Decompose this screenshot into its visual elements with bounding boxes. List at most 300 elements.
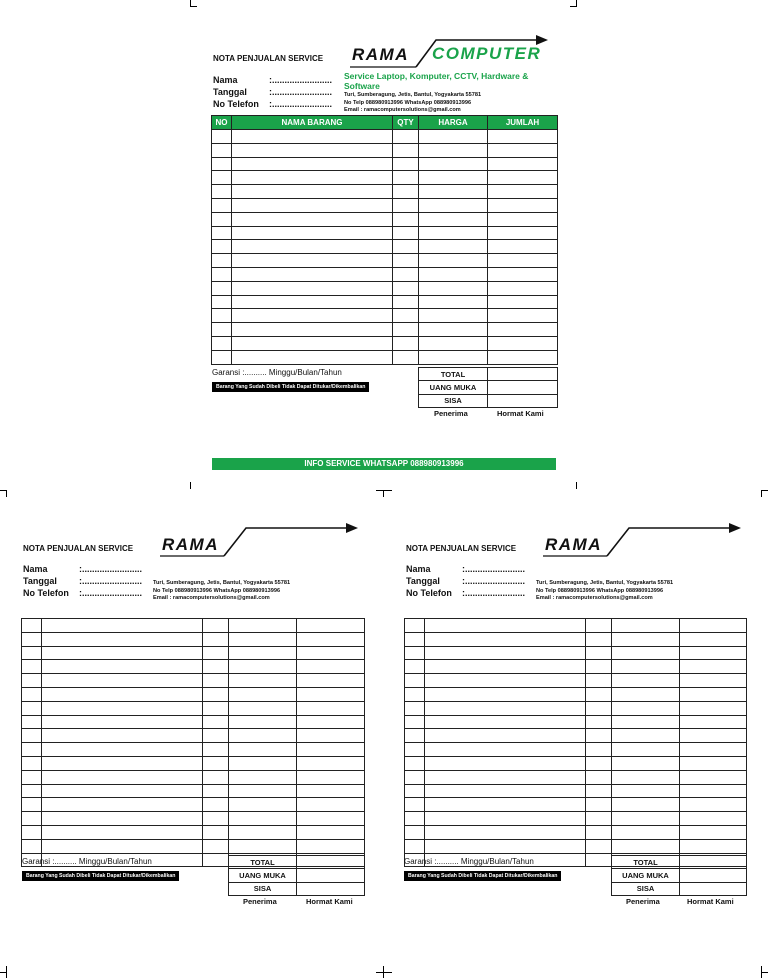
table-cell[interactable] (612, 646, 680, 660)
table-cell[interactable] (425, 798, 586, 812)
table-cell[interactable] (680, 798, 747, 812)
table-cell[interactable] (229, 729, 297, 743)
table-cell[interactable] (405, 798, 425, 812)
table-cell[interactable] (586, 770, 612, 784)
table-cell[interactable] (203, 619, 229, 633)
table-cell[interactable] (232, 267, 393, 281)
table-cell[interactable] (488, 281, 558, 295)
table-cell[interactable] (393, 226, 419, 240)
table-cell[interactable] (612, 756, 680, 770)
table-cell[interactable] (393, 281, 419, 295)
table-cell[interactable] (586, 632, 612, 646)
table-cell[interactable] (405, 756, 425, 770)
items-table (404, 618, 747, 867)
uang-muka-row (612, 869, 747, 882)
table-cell[interactable] (393, 185, 419, 199)
crop-mark (376, 490, 392, 491)
table-cell[interactable] (22, 770, 42, 784)
table-cell[interactable] (22, 660, 42, 674)
table-cell[interactable] (680, 756, 747, 770)
table-cell[interactable] (393, 130, 419, 144)
table-cell[interactable] (297, 632, 365, 646)
table-cell[interactable] (393, 143, 419, 157)
table-cell[interactable] (393, 171, 419, 185)
table-cell[interactable] (425, 770, 586, 784)
table-cell[interactable] (232, 143, 393, 157)
nama-blank: :........................ (462, 564, 526, 574)
table-cell[interactable] (425, 812, 586, 826)
table-cell[interactable] (42, 729, 203, 743)
table-cell[interactable] (42, 701, 203, 715)
crop-mark (761, 490, 762, 497)
table-cell[interactable] (586, 701, 612, 715)
table-cell[interactable] (22, 743, 42, 757)
table-cell[interactable] (229, 687, 297, 701)
table-cell[interactable] (488, 323, 558, 337)
table-cell[interactable] (393, 157, 419, 171)
table-row (405, 674, 747, 688)
table-cell[interactable] (488, 212, 558, 226)
table-cell[interactable] (586, 839, 612, 853)
table-row (405, 770, 747, 784)
table-cell[interactable] (488, 254, 558, 268)
table-cell[interactable] (212, 350, 232, 364)
table-cell[interactable] (612, 632, 680, 646)
table-cell[interactable] (203, 784, 229, 798)
table-cell[interactable] (425, 687, 586, 701)
table-cell[interactable] (488, 226, 558, 240)
table-row (212, 212, 558, 226)
table-cell[interactable] (405, 715, 425, 729)
table-cell[interactable] (22, 715, 42, 729)
table-cell[interactable] (297, 743, 365, 757)
table-cell[interactable] (229, 798, 297, 812)
table-cell[interactable] (203, 853, 229, 867)
table-row (405, 729, 747, 743)
table-cell[interactable] (232, 185, 393, 199)
table-cell[interactable] (393, 295, 419, 309)
table-cell[interactable] (419, 336, 488, 350)
sisa-value (297, 882, 365, 895)
table-cell[interactable] (232, 240, 393, 254)
table-cell[interactable] (297, 756, 365, 770)
table-cell[interactable] (42, 756, 203, 770)
table-cell[interactable] (203, 729, 229, 743)
table-cell[interactable] (680, 729, 747, 743)
table-cell[interactable] (212, 295, 232, 309)
table-cell[interactable] (405, 743, 425, 757)
table-cell[interactable] (42, 715, 203, 729)
table-cell[interactable] (22, 825, 42, 839)
table-cell[interactable] (488, 336, 558, 350)
table-cell[interactable] (586, 743, 612, 757)
table-cell[interactable] (297, 701, 365, 715)
table-cell[interactable] (212, 157, 232, 171)
table-cell[interactable] (297, 646, 365, 660)
table-cell[interactable] (488, 295, 558, 309)
table-cell[interactable] (425, 729, 586, 743)
table-cell[interactable] (425, 825, 586, 839)
table-cell[interactable] (42, 660, 203, 674)
table-cell[interactable] (42, 839, 203, 853)
table-cell[interactable] (393, 323, 419, 337)
table-cell[interactable] (680, 646, 747, 660)
table-cell[interactable] (680, 715, 747, 729)
table-cell[interactable] (612, 660, 680, 674)
table-row (22, 701, 365, 715)
table-cell[interactable] (203, 812, 229, 826)
table-row (405, 798, 747, 812)
table-cell[interactable] (232, 198, 393, 212)
table-cell[interactable] (488, 350, 558, 364)
table-cell[interactable] (232, 295, 393, 309)
table-cell[interactable] (419, 254, 488, 268)
brand-address-block (153, 580, 290, 603)
table-cell[interactable] (488, 157, 558, 171)
table-cell[interactable] (229, 756, 297, 770)
table-cell[interactable] (212, 130, 232, 144)
table-row (22, 770, 365, 784)
table-cell[interactable] (232, 212, 393, 226)
table-cell[interactable] (42, 619, 203, 633)
table-cell[interactable] (393, 198, 419, 212)
table-cell[interactable] (586, 729, 612, 743)
table-cell[interactable] (419, 226, 488, 240)
table-cell[interactable] (22, 619, 42, 633)
sisa-row (229, 882, 365, 895)
table-cell[interactable] (586, 687, 612, 701)
table-cell[interactable] (393, 212, 419, 226)
table-cell[interactable] (203, 839, 229, 853)
table-cell[interactable] (405, 687, 425, 701)
tanggal-label: Tanggal (213, 87, 247, 97)
table-cell[interactable] (212, 309, 232, 323)
table-cell[interactable] (425, 756, 586, 770)
table-cell[interactable] (612, 784, 680, 798)
table-cell[interactable] (203, 660, 229, 674)
table-cell[interactable] (586, 660, 612, 674)
table-cell[interactable] (232, 130, 393, 144)
table-cell[interactable] (203, 756, 229, 770)
table-cell[interactable] (22, 756, 42, 770)
table-cell[interactable] (612, 701, 680, 715)
table-cell[interactable] (212, 198, 232, 212)
table-cell[interactable] (232, 323, 393, 337)
table-cell[interactable] (419, 143, 488, 157)
table-cell[interactable] (42, 825, 203, 839)
table-cell[interactable] (488, 185, 558, 199)
table-cell[interactable] (488, 171, 558, 185)
table-cell[interactable] (405, 839, 425, 853)
table-cell[interactable] (612, 825, 680, 839)
table-cell[interactable] (586, 646, 612, 660)
table-cell[interactable] (612, 687, 680, 701)
table-cell[interactable] (405, 770, 425, 784)
telefon-label: No Telefon (23, 588, 69, 598)
table-cell[interactable] (297, 784, 365, 798)
table-cell[interactable] (212, 171, 232, 185)
table-cell[interactable] (680, 674, 747, 688)
table-cell[interactable] (297, 798, 365, 812)
table-cell[interactable] (419, 212, 488, 226)
table-cell[interactable] (212, 185, 232, 199)
table-cell[interactable] (612, 839, 680, 853)
table-cell[interactable] (212, 254, 232, 268)
table-cell[interactable] (229, 825, 297, 839)
table-cell[interactable] (612, 798, 680, 812)
crop-mark (376, 972, 392, 973)
table-cell[interactable] (232, 309, 393, 323)
table-cell[interactable] (425, 674, 586, 688)
invoice-bottom-right (383, 500, 767, 970)
table-cell[interactable] (212, 143, 232, 157)
table-cell[interactable] (229, 812, 297, 826)
table-cell[interactable] (232, 281, 393, 295)
phone-line: No Telp 088980913996 WhatsApp 088980913996 (536, 587, 664, 594)
table-cell[interactable] (612, 743, 680, 757)
table-cell[interactable] (203, 770, 229, 784)
table-cell[interactable] (297, 839, 365, 853)
table-row (405, 743, 747, 757)
table-cell[interactable] (22, 701, 42, 715)
nama-label: Nama (23, 564, 48, 574)
table-cell[interactable] (393, 350, 419, 364)
table-cell[interactable] (680, 687, 747, 701)
table-cell[interactable] (22, 839, 42, 853)
table-cell[interactable] (42, 798, 203, 812)
table-cell[interactable] (42, 674, 203, 688)
table-cell[interactable] (612, 729, 680, 743)
table-cell[interactable] (586, 619, 612, 633)
table-cell[interactable] (425, 743, 586, 757)
table-cell[interactable] (229, 770, 297, 784)
table-cell[interactable] (425, 715, 586, 729)
table-cell[interactable] (419, 295, 488, 309)
table-cell[interactable] (612, 674, 680, 688)
table-cell[interactable] (229, 784, 297, 798)
table-row (405, 646, 747, 660)
table-cell[interactable] (419, 240, 488, 254)
note-title: NOTA PENJUALAN SERVICE (23, 544, 134, 553)
table-cell[interactable] (425, 660, 586, 674)
table-cell[interactable] (297, 770, 365, 784)
table-cell[interactable] (42, 812, 203, 826)
table-cell[interactable] (419, 309, 488, 323)
table-cell[interactable] (229, 660, 297, 674)
table-cell[interactable] (232, 226, 393, 240)
table-cell[interactable] (405, 632, 425, 646)
table-cell[interactable] (586, 674, 612, 688)
table-cell[interactable] (425, 632, 586, 646)
table-cell[interactable] (680, 632, 747, 646)
table-cell[interactable] (232, 171, 393, 185)
email-line: Email : ramacomputersolutions@gmail.com (344, 107, 461, 113)
table-cell[interactable] (680, 839, 747, 853)
table-cell[interactable] (393, 240, 419, 254)
table-cell[interactable] (229, 646, 297, 660)
table-cell[interactable] (586, 784, 612, 798)
table-cell[interactable] (42, 632, 203, 646)
table-cell[interactable] (425, 701, 586, 715)
table-cell[interactable] (229, 839, 297, 853)
table-cell[interactable] (488, 143, 558, 157)
sisa-value (680, 882, 747, 895)
table-cell[interactable] (680, 743, 747, 757)
table-cell[interactable] (22, 674, 42, 688)
table-cell[interactable] (419, 130, 488, 144)
table-cell[interactable] (212, 212, 232, 226)
table-cell[interactable] (425, 646, 586, 660)
table-cell[interactable] (297, 729, 365, 743)
table-cell[interactable] (229, 743, 297, 757)
table-cell[interactable] (405, 729, 425, 743)
table-cell[interactable] (22, 646, 42, 660)
table-cell[interactable] (297, 825, 365, 839)
table-row (22, 715, 365, 729)
table-cell[interactable] (488, 130, 558, 144)
table-cell[interactable] (297, 660, 365, 674)
table-cell[interactable] (22, 632, 42, 646)
table-cell[interactable] (586, 798, 612, 812)
email-line: Email : ramacomputersolutions@gmail.com (153, 595, 270, 601)
table-cell[interactable] (405, 784, 425, 798)
table-cell[interactable] (419, 350, 488, 364)
table-cell[interactable] (297, 619, 365, 633)
table-cell[interactable] (22, 729, 42, 743)
table-cell[interactable] (612, 715, 680, 729)
table-cell[interactable] (425, 784, 586, 798)
table-cell[interactable] (42, 646, 203, 660)
table-cell[interactable] (680, 660, 747, 674)
table-cell[interactable] (405, 825, 425, 839)
table-cell[interactable] (42, 687, 203, 701)
table-cell[interactable] (488, 240, 558, 254)
table-cell[interactable] (22, 798, 42, 812)
table-cell[interactable] (419, 198, 488, 212)
table-cell[interactable] (393, 309, 419, 323)
sisa-value (488, 394, 558, 407)
table-cell[interactable] (22, 687, 42, 701)
brand-logo (543, 522, 743, 558)
table-cell[interactable] (203, 715, 229, 729)
table-cell[interactable] (22, 784, 42, 798)
table-cell[interactable] (22, 812, 42, 826)
table-cell[interactable] (229, 701, 297, 715)
table-cell[interactable] (232, 157, 393, 171)
table-cell[interactable] (229, 632, 297, 646)
table-cell[interactable] (212, 267, 232, 281)
table-cell[interactable] (212, 240, 232, 254)
table-cell[interactable] (586, 812, 612, 826)
table-cell[interactable] (203, 632, 229, 646)
table-cell[interactable] (42, 770, 203, 784)
table-cell[interactable] (229, 619, 297, 633)
table-cell[interactable] (203, 646, 229, 660)
table-cell[interactable] (419, 323, 488, 337)
invoice-bottom-left (0, 500, 384, 970)
table-cell[interactable] (405, 701, 425, 715)
table-cell[interactable] (612, 812, 680, 826)
table-cell[interactable] (680, 784, 747, 798)
warning-banner: Barang Yang Sudah Dibeli Tidak Dapat Ditukar/Dikembalikan (404, 871, 561, 881)
table-cell[interactable] (229, 674, 297, 688)
table-cell[interactable] (297, 812, 365, 826)
table-cell[interactable] (203, 798, 229, 812)
brand-logo (160, 522, 360, 558)
table-cell[interactable] (232, 254, 393, 268)
table-cell[interactable] (212, 323, 232, 337)
table-cell[interactable] (586, 825, 612, 839)
table-cell[interactable] (42, 743, 203, 757)
table-cell[interactable] (297, 687, 365, 701)
table-cell[interactable] (680, 619, 747, 633)
table-cell[interactable] (203, 743, 229, 757)
table-cell[interactable] (405, 619, 425, 633)
table-header-row (212, 116, 558, 130)
table-cell[interactable] (680, 701, 747, 715)
tanggal-blank: :........................ (462, 576, 526, 586)
table-cell[interactable] (425, 619, 586, 633)
table-row (22, 619, 365, 633)
table-cell[interactable] (419, 267, 488, 281)
table-cell[interactable] (488, 267, 558, 281)
table-cell[interactable] (405, 660, 425, 674)
table-cell[interactable] (612, 619, 680, 633)
table-cell[interactable] (297, 715, 365, 729)
table-cell[interactable] (203, 825, 229, 839)
table-cell[interactable] (586, 756, 612, 770)
garansi-line: Garansi :.......... Minggu/Bulan/Tahun (404, 857, 534, 866)
table-cell[interactable] (203, 687, 229, 701)
totals-table (418, 367, 558, 408)
table-cell[interactable] (42, 784, 203, 798)
table-cell[interactable] (393, 254, 419, 268)
table-cell[interactable] (488, 309, 558, 323)
table-cell[interactable] (232, 350, 393, 364)
table-cell[interactable] (212, 226, 232, 240)
table-cell[interactable] (488, 198, 558, 212)
table-cell[interactable] (203, 674, 229, 688)
table-cell[interactable] (419, 157, 488, 171)
table-cell[interactable] (229, 715, 297, 729)
table-cell[interactable] (232, 336, 393, 350)
table-cell[interactable] (680, 812, 747, 826)
table-cell[interactable] (419, 171, 488, 185)
table-cell[interactable] (393, 267, 419, 281)
table-row (22, 660, 365, 674)
table-cell[interactable] (393, 336, 419, 350)
uang-muka-value (488, 381, 558, 394)
table-cell[interactable] (680, 825, 747, 839)
table-cell[interactable] (405, 812, 425, 826)
table-cell[interactable] (586, 715, 612, 729)
table-cell[interactable] (612, 770, 680, 784)
table-cell[interactable] (680, 770, 747, 784)
table-cell[interactable] (212, 281, 232, 295)
table-cell[interactable] (297, 674, 365, 688)
table-cell[interactable] (419, 185, 488, 199)
table-cell[interactable] (203, 701, 229, 715)
table-cell[interactable] (425, 839, 586, 853)
table-cell[interactable] (586, 853, 612, 867)
table-cell[interactable] (419, 281, 488, 295)
table-cell[interactable] (405, 646, 425, 660)
table-cell[interactable] (212, 336, 232, 350)
table-row (212, 336, 558, 350)
header-jumlah: JUMLAH (488, 116, 558, 130)
tanggal-label: Tanggal (23, 576, 57, 586)
table-cell[interactable] (405, 674, 425, 688)
